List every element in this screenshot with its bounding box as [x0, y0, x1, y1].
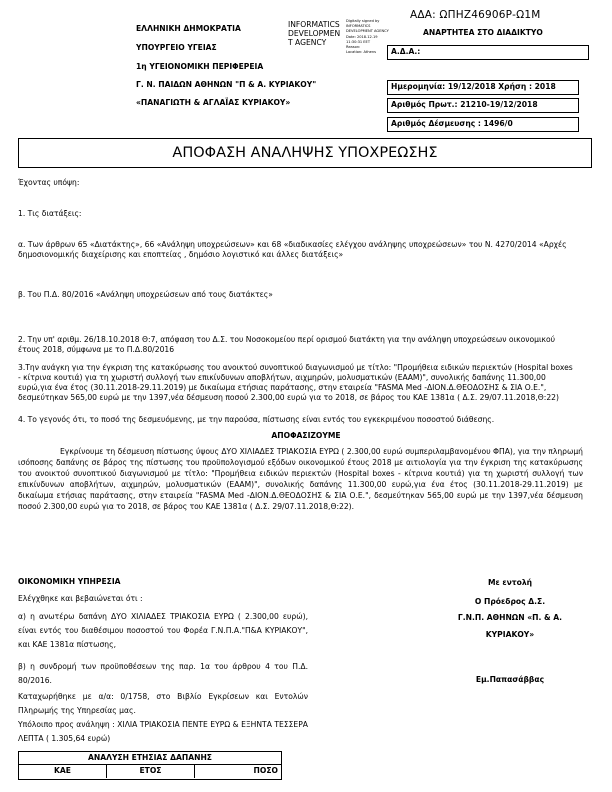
header-line-3: 1η ΥΓΕΙΟΝΟΜΙΚΗ ΠΕΡΙΦΕΡΕΙΑ: [136, 62, 264, 71]
page-title: ΑΠΟΦΑΣΗ ΑΝΑΛΗΨΗΣ ΥΠΟΧΡΕΩΣΗΣ: [18, 138, 592, 168]
header-line-2: ΥΠΟΥΡΓΕΙΟ ΥΓΕΙΑΣ: [136, 43, 217, 52]
commitment-number: Αριθμός Δέσμευσης : 1496/0: [391, 119, 513, 128]
ada-code: ΑΔΑ: ΩΠΗΖ46906Ρ-Ω1Μ: [410, 9, 541, 21]
signature-detail: INFORMATICS: [346, 24, 371, 29]
header-line-1: ΕΛΛΗΝΙΚΗ ΔΗΜΟΚΡΑΤΙΑ: [136, 24, 241, 33]
signature-details: [346, 19, 389, 55]
column-year: ΕΤΟΣ: [107, 765, 195, 778]
signature-detail: Date: 2018.12.19: [346, 34, 378, 39]
signature-by-order: Με εντολή: [487, 578, 533, 587]
date-use-box: [387, 80, 579, 95]
post-online-label: ΑΝΑΡΤΗΤΕΑ ΣΤΟ ΔΙΑΔΙΚΤΥΟ: [423, 28, 543, 37]
signature-hospital: Γ.Ν.Π. ΑΘΗΝΩΝ «Π. & Α.: [457, 613, 563, 622]
clause-2: 2. Την υπ' αριθμ. 26/18.10.2018 Θ:7, απόφαση του Δ.Σ. του Νοσοκομείου περί ορισμού διατάκτη για την ανάληψη υποχρεώσεων οικονομικού έτους 2018, σύμφωνα με το Π.Δ.80/2016: [18, 335, 556, 354]
decision-text: Εγκρίνουμε τη δέσμευση πίστωσης ύψους ΔΥΟ ΧΙΛΙΑΔΕΣ ΤΡΙΑΚΟΣΙΑ ΕΥΡΩ ( 2.300,00 ευρώ συμπεριλαμβανομένου ΦΠΑ), για την πληρωμή ισόποσης δαπάνης σε βάρος της πίστωσης του προϋπολογισμού εξόδων οικονομικού έτους 2018 με αιτιολογία για την έγκριση της κατακύρωσης του ανοικτού συνοπτικού διαγωνισμού με τίτλο: "Προμήθεια ειδικών περιεκτών (Hospital boxes - κίτρινα κουτιά) για τη χωριστή συλλογή των επικίνδυνων αποβλήτων, αιχμηρών, μολυσματικών (ΕΑΑΜ)", συνολικής δαπάνης 11.300,00 ευρώ,για ένα έτος (30.11.2018-29.11.2019) με δικαίωμα ετήσιας παράτασης, στην εταιρεία "FASMA Med -ΔΙΟΝ.Δ.ΘΕΟΔΟΣΗΣ & ΣΙΑ Ο.Ε.", δεσμεύτηκαν 565,00 ευρώ με την 1397,νέα δέσμευση ποσού 2.300,00 ευρώ για το 2018, σε βάρος του ΚΑΕ 1381α ( Δ.Σ. 29/07.11.2018,Θ:22).: [18, 447, 583, 511]
table-title: ΑΝΑΛΥΣΗ ΕΤΗΣΙΑΣ ΔΑΠΑΝΗΣ: [19, 752, 281, 765]
decision-heading: ΑΠΟΦΑΣΙΖΟΥΜΕ: [271, 431, 341, 440]
column-amount: ΠΟΣΟ: [253, 766, 278, 775]
logo-line-3: T AGENCY: [288, 38, 327, 47]
economic-item-a: α) η ανωτέρω δαπάνη ΔΥΟ ΧΙΛΙΑΔΕΣ ΤΡΙΑΚΟΣΙΑ ΕΥΡΩ ( 2.300,00 ευρώ), είναι εντός του διαθέσιμου ποσοστού του Φορέα Γ.Ν.Π.Α."Π&Α ΚΥΡΙΑΚΟΥ", και ΚΑΕ 1381α πίστωσης,: [18, 612, 308, 649]
economic-heading: ΟΙΚΟΝΟΜΙΚΗ ΥΠΗΡΕΣΙΑ: [18, 577, 121, 586]
logo-line-1: INFORMATICS: [288, 20, 340, 29]
considering-line: Έχοντας υπόψη:: [18, 178, 80, 187]
signature-hospital-2: ΚΥΡΙΑΚΟΥ»: [485, 630, 535, 639]
signature-detail: DEVELOPMENT AGENCY: [346, 29, 389, 34]
signature-role: Ο Πρόεδρος Δ.Σ.: [474, 597, 546, 606]
economic-registration: Καταχωρήθηκε με α/α: 0/1758, στο Βιβλίο Εγκρίσεων και Εντολών Πληρωμής της Υπηρεσίας μας.: [18, 692, 308, 715]
signature-detail: Reason:: [346, 45, 361, 50]
date-use: Ημερομηνία: 19/12/2018 Χρήση : 2018: [391, 82, 556, 91]
protocol-number: Αριθμός Πρωτ.: 21210-19/12/2018: [391, 100, 538, 109]
clause-3: 3.Την ανάγκη για την έγκριση της κατακύρωσης του ανοικτού συνοπτικού διαγωνισμού με τίτλο: "Προμήθεια ειδικών περιεκτών (Hospital boxes - κίτρινα κουτιά) για τη χωριστή συλλογή των επικίνδυνων αποβλήτων, αιχμηρών, μολυσματικών (ΕΑΑΜ)", συνολικής δαπάνης 11.300,00 ευρώ,για ένα έτος (30.11.2018-29.11.2019) με δικαίωμα ετήσιας παράτασης, στην εταιρεία "FASMA Med -ΔΙΟΝ.Δ.ΘΕΟΔΟΣΗΣ & ΣΙΑ Ο.Ε.", δεσμεύτηκαν 565,00 ευρώ με την 1397,νέα δέσμευση ποσού 2.300,00 ευρώ για το 2018, σε βάρος του ΚΑΕ 1381α ( Δ.Σ. 29/07.11.2018,Θ:22): [18, 363, 573, 402]
provision-b: β. Του Π.Δ. 80/2016 «Ανάληψη υποχρεώσεων από τους διατάκτες»: [18, 290, 273, 299]
logo-line-2: DEVELOPMEN: [288, 29, 341, 38]
signature-detail: Digitally signed by: [346, 19, 380, 23]
economic-checked: Ελέγχθηκε και βεβαιώνεται ότι :: [18, 594, 143, 603]
provisions-line: 1. Τις διατάξεις:: [18, 209, 82, 218]
economic-item-b: β) η συνδρομή των προϋποθέσεων της παρ. 1α του άρθρου 4 του Π.Δ. 80/2016.: [18, 662, 308, 685]
signature-detail: 11:30:31 EET: [346, 39, 371, 44]
signature-logo: [288, 20, 340, 47]
commitment-box: [387, 117, 579, 132]
annual-expense-table: [18, 751, 282, 780]
ada-box: [387, 45, 589, 60]
signature-name: Εμ.Παπασάββας: [475, 675, 545, 684]
ada-box-label: Α.Δ.Α.:: [391, 47, 421, 56]
provision-a: α. Των άρθρων 65 «Διατάκτης», 66 «Ανάληψη υποχρεώσεων» και 68 «διαδικασίες ελέγχου ανάληψης υποχρεώσεων» του Ν. 4270/2014 «Αρχές δημοσιονομικής διαχείρισης και εποπτείας , δημόσιο λογιστικό και άλλες διατάξεις»: [18, 240, 567, 259]
header-line-5: «ΠΑΝΑΓΙΩΤΗ & ΑΓΛΑΪΑΣ ΚΥΡΙΑΚΟΥ»: [136, 98, 291, 107]
header-line-4: Γ. Ν. ΠΑΙΔΩΝ ΑΘΗΝΩΝ "Π & Α. ΚΥΡΙΑΚΟΥ": [136, 80, 317, 89]
economic-remaining: Υπόλοιπο προς ανάληψη : ΧΙΛΙΑ ΤΡΙΑΚΟΣΙΑ ΠΕΝΤΕ ΕΥΡΩ & ΕΞΗΝΤΑ ΤΕΣΣΕΡΑ ΛΕΠΤΑ ( 1.305,64 ευρώ): [18, 720, 308, 743]
signature-detail: Location: Athens: [346, 50, 376, 55]
clause-4: 4. Το γεγονός ότι, το ποσό της δεσμευόμενης, με την παρούσα, πίστωσης είναι εντός του εγκεκριμένου ποσοστού διάθεσης.: [18, 415, 495, 424]
protocol-box: [387, 98, 579, 113]
column-kae: ΚΑΕ: [19, 765, 107, 778]
